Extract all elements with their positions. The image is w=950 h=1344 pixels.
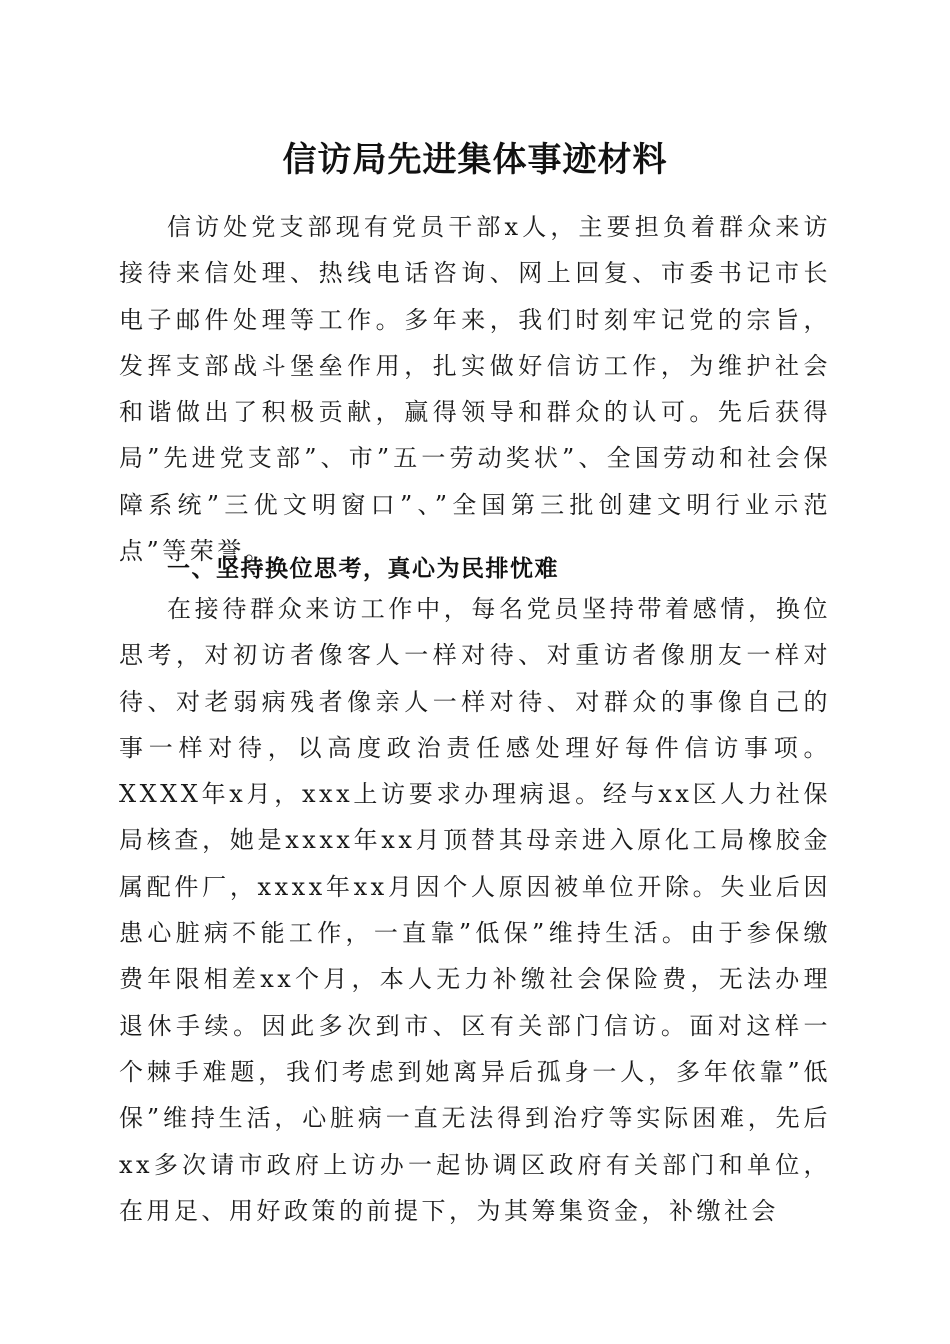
section-heading: 一、坚持换位思考，真心为民排忧难 xyxy=(167,556,559,582)
body-paragraph-2-block xyxy=(119,586,831,1234)
body-paragraph: 在接待群众来访工作中，每名党员坚持带着感情，换位思考，对初访者像客人一样对待、对重访者像朋友一样对待、对老弱病残者像亲人一样对待、对群众的事像自己的事一样对待，以高度政治责任感处理好每件信访事项。XXXX年x月，xxx上访要求办理病退。经与xx区人力社保局核查，她是xxxx年xx月顶替其母亲进入原化工局橡胶金属配件厂，xxxx年xx月因个人原因被单位开除。失业后因患心脏病不能工作，一直靠”低保”维持生活。由于参保缴费年限相差xx个月，本人无力补缴社会保险费，无法办理退休手续。因此多次到市、区有关部门信访。面对这样一个棘手难题，我们考虑到她离异后孤身一人，多年依靠”低保”维持生活，心脏病一直无法得到治疗等实际困难，先后xx多次请市政府上访办一起协调区政府有关部门和单位，在用足、用好政策的前提下，为其筹集资金，补缴社会 xyxy=(119,595,831,1225)
document-title: 信访局先进集体事迹材料 xyxy=(282,140,668,180)
body-paragraph: 信访处党支部现有党员干部x人，主要担负着群众来访接待来信处理、热线电话咨询、网上回复、市委书记市长电子邮件处理等工作。多年来，我们时刻牢记党的宗旨，发挥支部战斗堡垒作用，扎实做好信访工作，为维护社会和谐做出了积极贡献，赢得领导和群众的认可。先后获得局”先进党支部”、市”五一劳动奖状”、全国劳动和社会保障系统”三优文明窗口”、”全国第三批创建文明行业示范点”等荣誉。 xyxy=(119,213,831,566)
body-paragraph-1-block xyxy=(119,204,831,574)
